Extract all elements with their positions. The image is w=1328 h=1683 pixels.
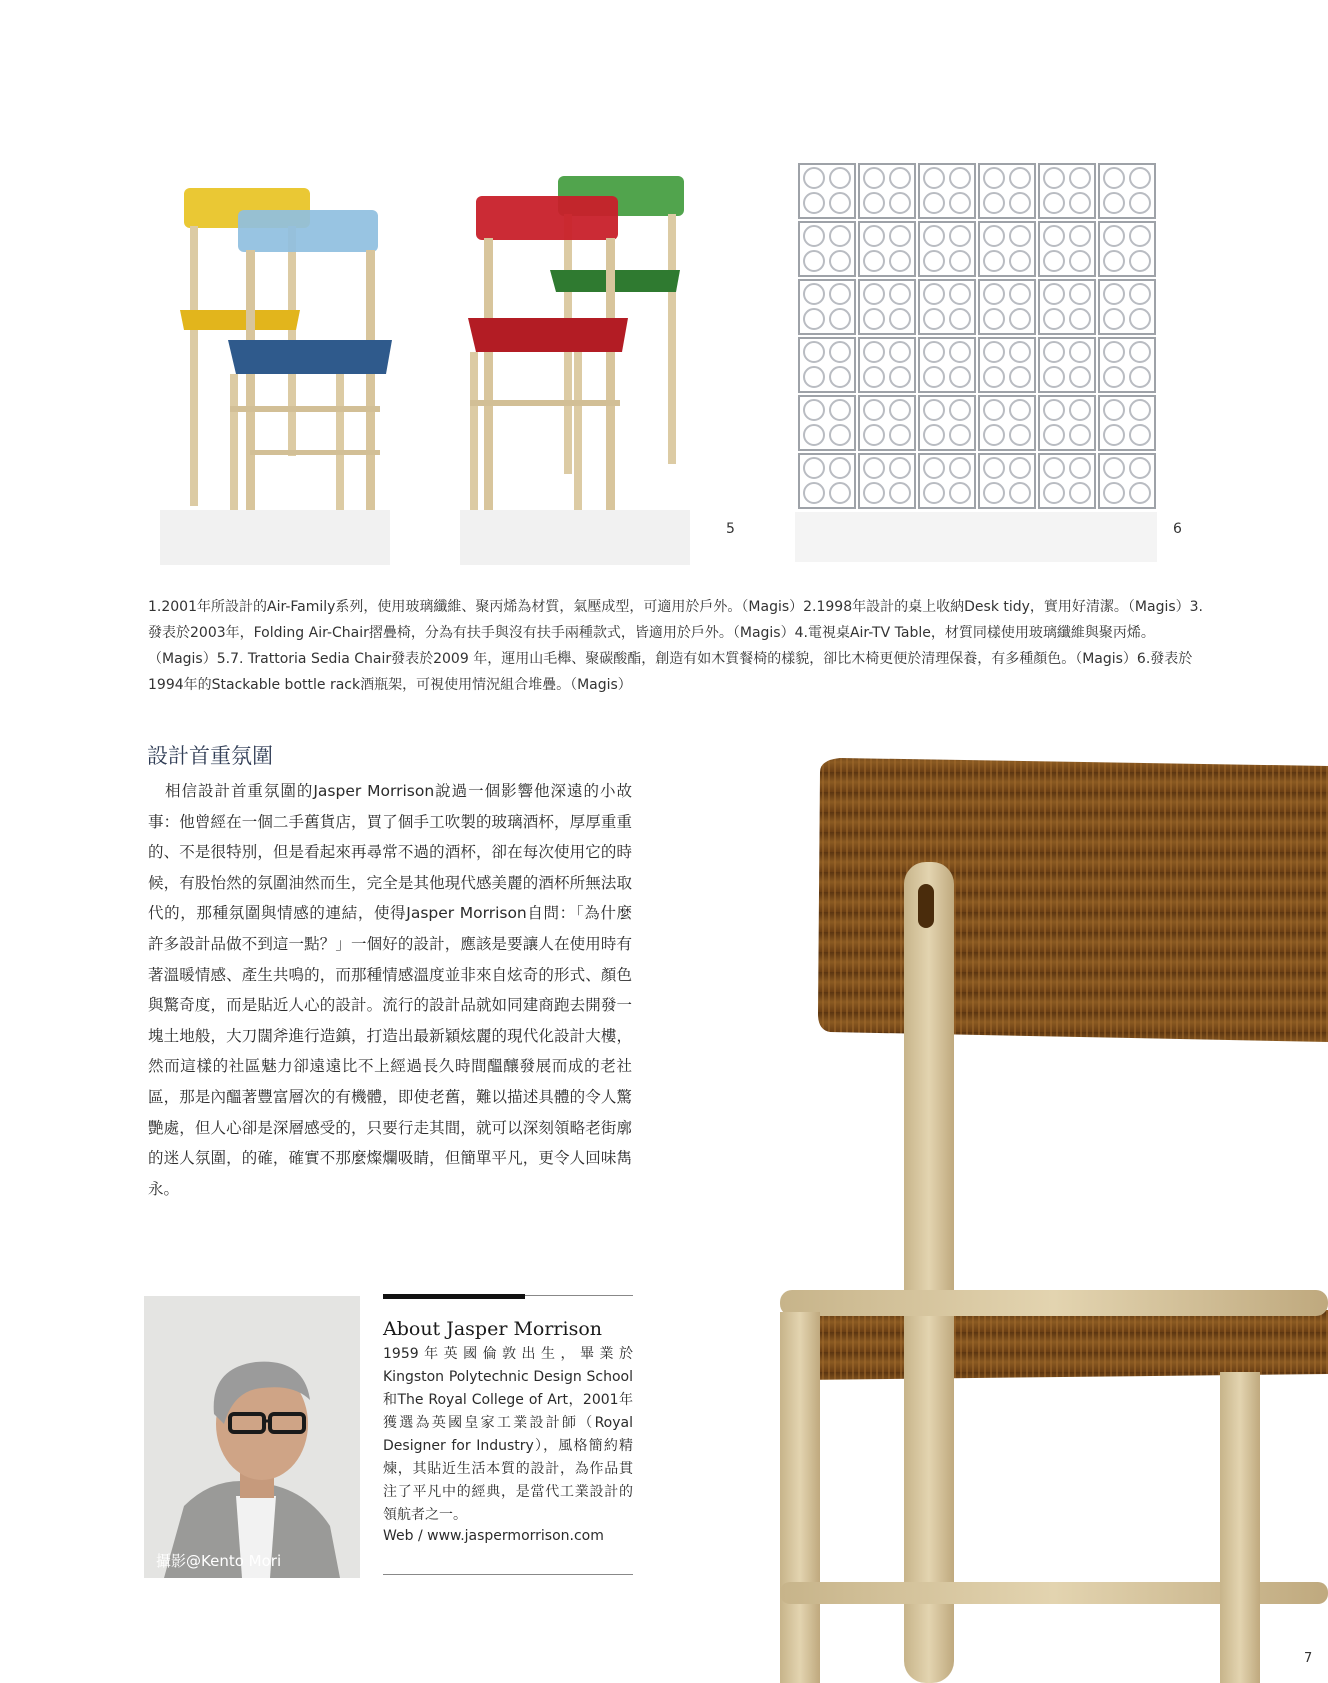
blue-chair (228, 210, 392, 554)
figure-number-5: 5 (726, 521, 735, 537)
about-text: 1959年英國倫敦出生，畢業於Kingston Polytechnic Design School和The Royal College of Art，2001年獲選為英國皇家工業設計師（Royal Designer for Industry），風格簡約精煉，其貼近生活本質的設計，為作品貫注了平凡中的經典，是當代工業設計的領航者之一。 (383, 1346, 633, 1523)
about-rule-thick (383, 1294, 525, 1299)
bottle-rack-photo (795, 160, 1157, 562)
about-rule-thin (525, 1295, 633, 1296)
about-website: Web / www.jaspermorrison.com (383, 1528, 604, 1544)
page-number: 7 (1304, 1651, 1313, 1666)
section-heading: 設計首重氛圍 (147, 744, 273, 768)
about-title: About Jasper Morrison (383, 1318, 603, 1340)
photo-credit: 攝影@Kento Mori (156, 1552, 282, 1570)
article-body: 相信設計首重氛圍的Jasper Morrison說過一個影響他深遠的小故事：他曾經在一個二手舊貨店，買了個手工吹製的玻璃酒杯，厚厚重重的、不是很特別，但是看起來再尋常不過的酒杯，卻在每次使用它的時候，有股怡然的氛圍油然而生，完全是其他現代感美麗的酒杯所無法取代的，那種氛圍與情感的連結，使得Jasper Morrison自問：「為什麼許多設計品做不到這一點？」一個好的設計，應該是要讓人在使用時有著溫暖情感、產生共鳴的，而那種情感溫度並非來自炫奇的形式、顏色與驚奇度，而是貼近人心的設計。流行的設計品就如同建商跑去開發一塊土地般，大刀闊斧進行造鎮，打造出最新穎炫麗的現代化設計大樓，然而這樣的社區魅力卻遠遠比不上經過長久時間醞釀發展而成的老社區，那是內醞著豐富層次的有機體，即使老舊，難以描述具體的令人驚艷處，但人心卻是深層感受的，只要行走其間，就可以深刻領略老街廓的迷人氛圍，的確，確實不那麼燦爛吸睛，但簡單平凡，更令人回味雋永。 (148, 782, 632, 1198)
amber-chair-photo (780, 752, 1328, 1683)
about-rule-bottom (383, 1574, 633, 1575)
red-chair (468, 196, 628, 542)
portrait-photo (144, 1296, 360, 1578)
figure-caption: 1.2001年所設計的Air-Family系列，使用玻璃纖維、聚丙烯為材質，氣壓成型，可適用於戶外。（Magis）2.1998年設計的桌上收納Desk tidy，實用好清潔。（Magis）3.發表於2003年，Folding Air-Chair摺疊椅，分為有扶手與沒有扶手兩種款式，皆適用於戶外。（Magis）4.電視桌Air-TV Table，材質同樣使用玻璃纖維與聚丙烯。（Magis）5.7. Trattoria Sedia Chair發表於2009 年，運用山毛櫸、聚碳酸酯，創造有如木質餐椅的樣貌，卻比木椅更便於清理保養，有多種顏色。（Magis）6.發表於1994年的Stackable bottle rack酒瓶架，可視使用情況組合堆疊。（Magis） (148, 599, 1204, 693)
figure-number-6: 6 (1173, 521, 1182, 537)
chairs-photo (160, 170, 720, 565)
